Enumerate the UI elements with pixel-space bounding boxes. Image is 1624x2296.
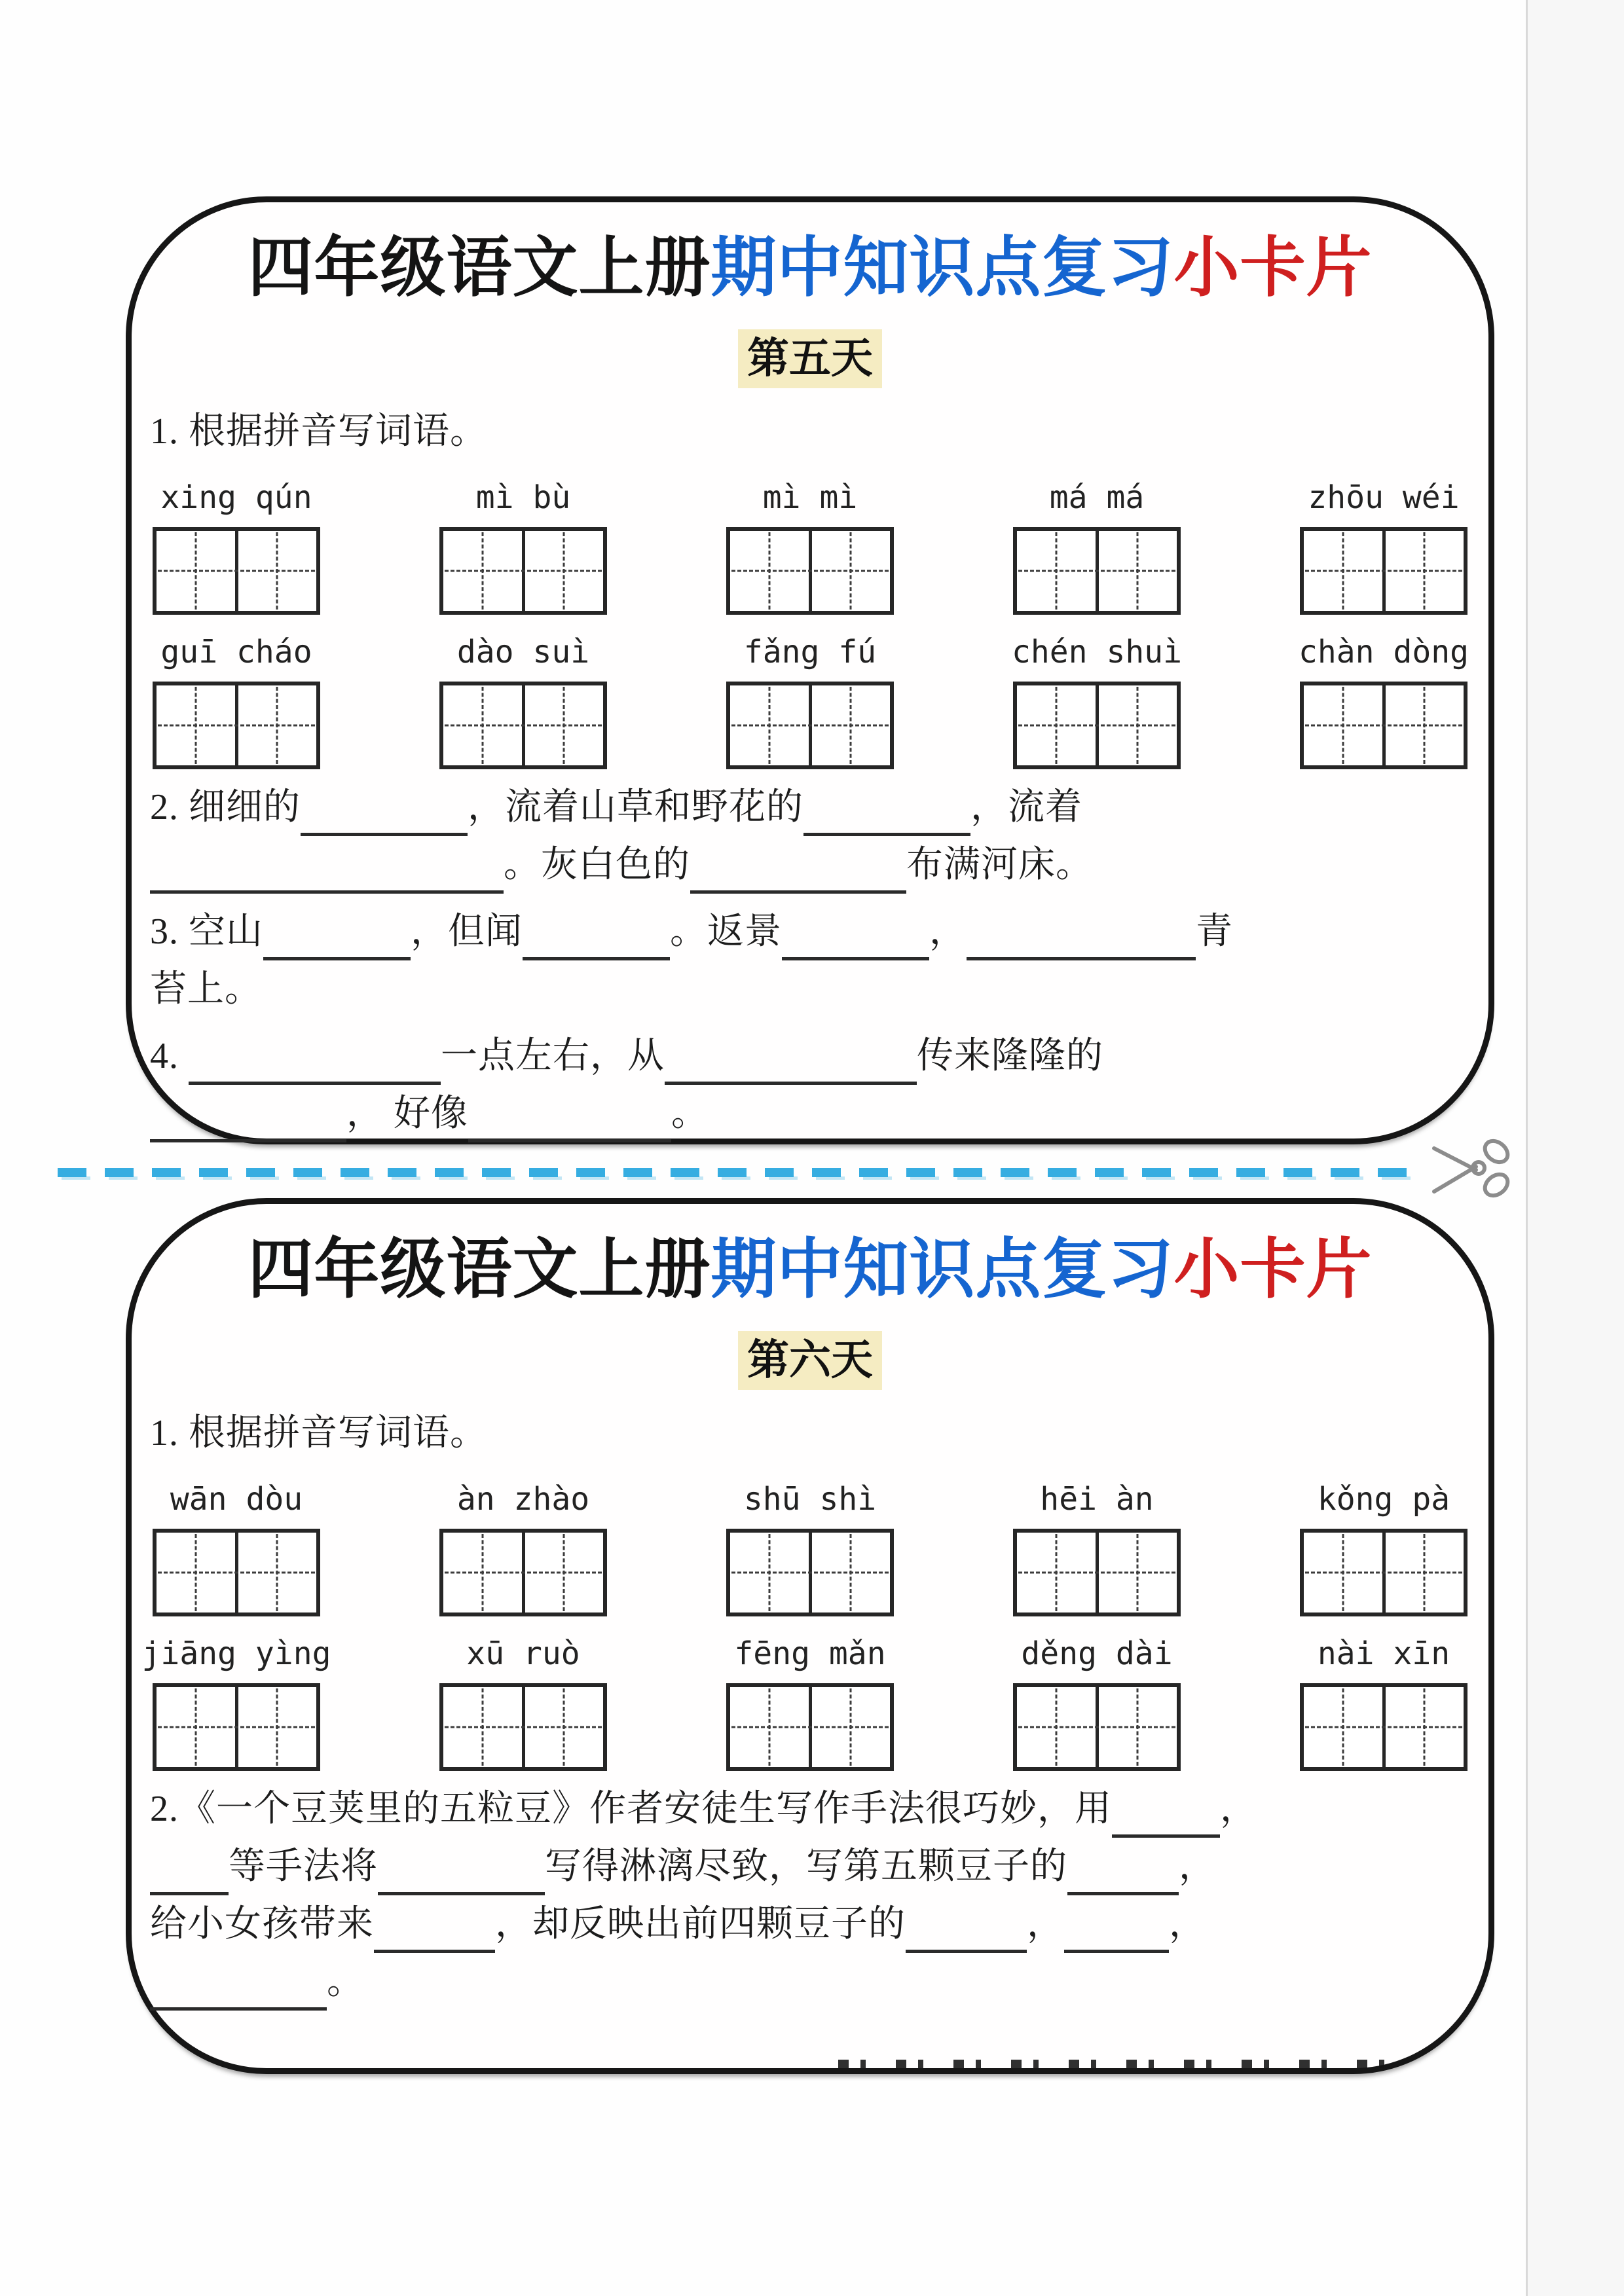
question-1-label: 1. 根据拼音写词语。 (150, 411, 487, 452)
fill-in-blank (906, 1913, 1027, 1953)
pinyin-label: dào suì (456, 634, 590, 670)
question-2-line-1: 2. 细细的 ，流着山草和野花的 ，流着 (150, 778, 1470, 836)
fill-in-blank (803, 796, 970, 836)
pinyin-label: fēng mǎn (734, 1635, 886, 1672)
grid-cell (1382, 685, 1464, 765)
pinyin-label: chén shuì (1011, 634, 1183, 670)
title-part-card: 小卡片 (1173, 1233, 1373, 1306)
pinyin-label: shū shì (743, 1481, 877, 1518)
pinyin-word-unit (1013, 1479, 1181, 1616)
fill-in-blank (150, 1855, 229, 1895)
pinyin-label: děng dài (1021, 1635, 1173, 1672)
pinyin-word-unit (153, 477, 320, 615)
pinyin-word-unit (1013, 1633, 1181, 1771)
writing-grid-box (1300, 527, 1467, 615)
writing-grid-box (1013, 682, 1181, 769)
pinyin-word-unit (153, 632, 320, 769)
question-4 (150, 1027, 1470, 1142)
grid-cell (443, 1533, 522, 1613)
pinyin-word-unit (1013, 632, 1181, 769)
day-row (150, 1331, 1470, 1390)
pinyin-label: chàn dòng (1298, 634, 1469, 670)
pinyin-word-unit (726, 477, 894, 615)
grid-cell (1382, 531, 1464, 611)
pinyin-word-unit (726, 1633, 894, 1771)
grid-cell (1096, 531, 1177, 611)
writing-grid-box (726, 1683, 894, 1771)
grid-cell (1304, 1533, 1382, 1613)
grid-cell (1096, 685, 1177, 765)
grid-cell (522, 1533, 604, 1613)
question-2-line-2: 。灰白色的 布满河床。 (150, 836, 1470, 894)
pinyin-label: hēi àn (1040, 1481, 1154, 1518)
grid-cell (235, 531, 317, 611)
writing-grid-box (439, 1529, 607, 1616)
grid-cell (730, 1533, 809, 1613)
pinyin-label: guī cháo (160, 634, 312, 670)
writing-grid-box (153, 682, 320, 769)
pinyin-label: mì mì (762, 479, 858, 516)
writing-grid-box (439, 682, 607, 769)
fill-in-blank (150, 1102, 346, 1142)
pinyin-label: àn zhào (456, 1481, 590, 1518)
grid-cell (1096, 1687, 1177, 1767)
grid-cell (443, 1687, 522, 1767)
pinyin-word-unit (439, 1479, 607, 1616)
question-4-line-2: ， 好像 。 (150, 1085, 1470, 1142)
fill-in-blank (189, 1045, 441, 1085)
writing-grid-box (726, 682, 894, 769)
grid-cell (1304, 531, 1382, 611)
scan-edge-line (1526, 0, 1528, 2296)
pinyin-row-1 (153, 1479, 1467, 1616)
card-title (150, 226, 1470, 311)
writing-grid-box (439, 527, 607, 615)
question-2-line-4: 。 (150, 1953, 1470, 2011)
fill-in-blank (1064, 1913, 1169, 1953)
writing-grid-box (439, 1683, 607, 1771)
grid-cell (809, 1533, 891, 1613)
pinyin-word-unit (141, 1633, 331, 1771)
pinyin-label: mì bù (475, 479, 571, 516)
question-3-line-2: 苔上。 (150, 969, 262, 1010)
fill-in-blank (1067, 1855, 1179, 1895)
pinyin-label: fǎng fú (743, 634, 877, 670)
writing-grid-box (153, 527, 320, 615)
pinyin-label: nài xīn (1317, 1635, 1450, 1672)
fill-in-blank (468, 1102, 671, 1142)
grid-cell (522, 1687, 604, 1767)
review-card-day6 (126, 1198, 1494, 2074)
writing-grid-box (1013, 1529, 1181, 1616)
grid-cell (157, 1533, 235, 1613)
grid-cell (235, 1533, 317, 1613)
fill-in-blank (1112, 1798, 1220, 1838)
writing-grid-box (726, 1529, 894, 1616)
question-2-line-1: 2.《一个豆荚里的五粒豆》作者安徒生写作手法很巧妙，用 ， (150, 1780, 1470, 1838)
grid-cell (157, 531, 235, 611)
grid-cell (522, 531, 604, 611)
fill-in-blank (690, 854, 906, 894)
question-4-line-1: 4. 一点左右，从 传来隆隆的 (150, 1027, 1470, 1085)
grid-cell (1304, 1687, 1382, 1767)
pinyin-word-unit (1013, 477, 1181, 615)
pinyin-label: wān dòu (170, 1481, 303, 1518)
grid-cell (809, 531, 891, 611)
fill-in-blank (523, 920, 670, 960)
grid-cell (443, 685, 522, 765)
writing-grid-box (153, 1683, 320, 1771)
pinyin-word-unit (1300, 632, 1467, 769)
review-card-day5 (126, 196, 1494, 1144)
writing-grid-box (1013, 527, 1181, 615)
writing-grid-box (153, 1529, 320, 1616)
pinyin-row-1 (153, 477, 1467, 615)
pinyin-label: má má (1049, 479, 1145, 516)
title-part-grade: 四年级语文上册 (248, 1233, 711, 1306)
grid-cell (809, 685, 891, 765)
fill-in-blank (967, 920, 1196, 960)
pinyin-word-unit (153, 1479, 320, 1616)
question-3-line-1: 3. 空山 ，但闻 。返景 ， 青 (150, 903, 1470, 960)
title-part-midterm: 期中知识点复习 (710, 232, 1174, 304)
grid-cell (157, 685, 235, 765)
pinyin-word-unit (1300, 477, 1467, 615)
day-badge: 第五天 (738, 329, 882, 388)
fill-in-blank (150, 854, 504, 894)
fill-in-blank (263, 920, 411, 960)
pinyin-label: xū ruò (466, 1635, 580, 1672)
grid-cell (730, 531, 809, 611)
pinyin-word-unit (726, 1479, 894, 1616)
grid-cell (809, 1687, 891, 1767)
scissors-icon (1429, 1134, 1515, 1205)
pinyin-label: xing qún (160, 479, 312, 516)
question-3 (150, 903, 1470, 1018)
pinyin-row-2 (153, 632, 1467, 769)
grid-cell (730, 685, 809, 765)
grid-cell (1382, 1533, 1464, 1613)
writing-grid-box (1300, 1529, 1467, 1616)
writing-grid-box (1300, 682, 1467, 769)
grid-cell (1017, 531, 1096, 611)
grid-cell (443, 531, 522, 611)
grid-cell (1304, 685, 1382, 765)
pinyin-label: zhōu wéi (1308, 479, 1460, 516)
pinyin-row-2 (141, 1633, 1467, 1771)
pinyin-word-unit (726, 632, 894, 769)
pinyin-word-unit (439, 477, 607, 615)
question-1-label: 1. 根据拼音写词语。 (150, 1413, 487, 1453)
grid-cell (730, 1687, 809, 1767)
grid-cell (235, 1687, 317, 1767)
fill-in-blank (782, 920, 929, 960)
grid-cell (1017, 685, 1096, 765)
writing-grid-box (1013, 1683, 1181, 1771)
fill-in-blank (374, 1913, 495, 1953)
title-part-card: 小卡片 (1173, 232, 1373, 304)
grid-cell (157, 1687, 235, 1767)
title-part-midterm: 期中知识点复习 (710, 1233, 1174, 1306)
pinyin-label: jiāng yìng (141, 1635, 331, 1672)
fill-in-blank (301, 796, 468, 836)
pinyin-word-unit (1300, 1633, 1467, 1771)
pinyin-label: kǒng pà (1317, 1481, 1450, 1518)
writing-grid-box (726, 527, 894, 615)
grid-cell (1096, 1533, 1177, 1613)
grid-cell (522, 685, 604, 765)
card-title (150, 1228, 1470, 1313)
writing-grid-box (1300, 1683, 1467, 1771)
cut-line (58, 1168, 1423, 1177)
question-2-line-2: 等手法将 写得淋漓尽致，写第五颗豆子的 ， (150, 1838, 1470, 1895)
fill-in-blank (378, 1855, 545, 1895)
grid-cell (1017, 1533, 1096, 1613)
question-2 (150, 1780, 1470, 2011)
illegible-watermark (838, 2060, 1388, 2068)
question-2 (150, 778, 1470, 894)
grid-cell (235, 685, 317, 765)
pinyin-word-unit (439, 1633, 607, 1771)
day-badge: 第六天 (738, 1331, 882, 1390)
scan-edge-strip (1528, 0, 1624, 2296)
question-2-line-3: 给小女孩带来 ，却反映出前四颗豆子的 ， ， (150, 1895, 1470, 1953)
grid-cell (1382, 1687, 1464, 1767)
grid-cell (1017, 1687, 1096, 1767)
day-row (150, 329, 1470, 388)
fill-in-blank (665, 1045, 917, 1085)
title-part-grade: 四年级语文上册 (248, 232, 711, 304)
pinyin-word-unit (439, 632, 607, 769)
pinyin-word-unit (1300, 1479, 1467, 1616)
fill-in-blank (150, 1971, 327, 2011)
